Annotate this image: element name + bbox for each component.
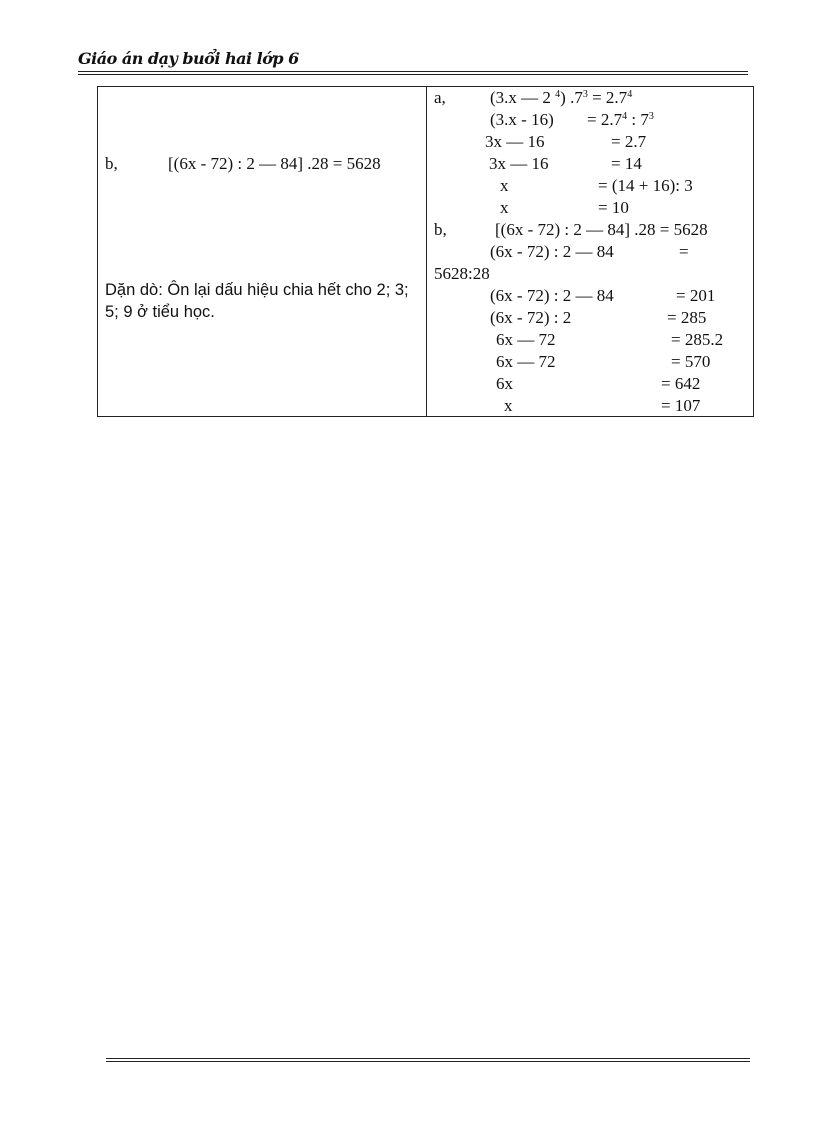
solution-text: (6x - 72) : 2 — 84 bbox=[490, 242, 614, 261]
solution-text: x bbox=[504, 396, 513, 415]
exponent: 4 bbox=[627, 89, 633, 100]
solution-line-left bbox=[490, 242, 614, 262]
solution-text: ) .7 bbox=[560, 88, 583, 107]
solution-line-right bbox=[598, 198, 629, 218]
solution-line-left bbox=[496, 352, 556, 372]
homework-note: Dặn dò: Ôn lại dấu hiệu chia hết cho 2; 3; 5; 9 ở tiểu học. bbox=[105, 281, 409, 321]
solution-line-right bbox=[671, 352, 710, 372]
solution-text: = 201 bbox=[676, 286, 716, 305]
solution-line-right bbox=[611, 154, 642, 174]
solution-text: 6x — 72 bbox=[496, 330, 556, 349]
solution-line-left bbox=[489, 154, 549, 174]
exponent: 3 bbox=[582, 89, 588, 100]
solution-line-right bbox=[495, 220, 708, 240]
solution-text: = 570 bbox=[671, 352, 711, 371]
solution-line-right bbox=[611, 132, 646, 152]
solution-line-left bbox=[490, 110, 554, 130]
exercise-equation: [(6x - 72) : 2 — 84] .28 = 5628 bbox=[168, 154, 381, 173]
exercise-label: b, bbox=[105, 154, 118, 173]
exponent: 3 bbox=[648, 111, 654, 122]
exponent: 4 bbox=[555, 89, 561, 100]
solution-line-right bbox=[661, 374, 700, 394]
solution-text: = 107 bbox=[661, 396, 701, 415]
solution-text: 6x — 72 bbox=[496, 352, 556, 371]
solution-text: = bbox=[679, 242, 689, 261]
solution-text: 3x — 16 bbox=[485, 132, 545, 151]
solution-text: 5628:28 bbox=[434, 264, 490, 283]
solution-line-right bbox=[676, 286, 715, 306]
solution-text: b, bbox=[434, 220, 447, 239]
solution-text: a, bbox=[434, 88, 446, 107]
solution-line-right bbox=[587, 110, 654, 130]
solution-text: (3.x - 16) bbox=[490, 110, 554, 129]
solution-line-right bbox=[667, 308, 706, 328]
solution-text: (6x - 72) : 2 — 84 bbox=[490, 286, 614, 305]
solution-line-right bbox=[598, 176, 693, 196]
solution-line-left bbox=[434, 88, 446, 108]
solution-text: = 285.2 bbox=[671, 330, 724, 349]
solution-text: : 7 bbox=[627, 110, 649, 129]
solution-text: = 14 bbox=[611, 154, 642, 173]
header-divider bbox=[78, 71, 748, 75]
solution-line-left bbox=[496, 374, 513, 394]
solution-line-right bbox=[490, 88, 632, 108]
footer-divider bbox=[106, 1058, 750, 1062]
solution-line-left bbox=[434, 220, 447, 240]
right-cell bbox=[427, 87, 753, 416]
solution-text: x bbox=[500, 198, 509, 217]
solution-line-right bbox=[679, 242, 689, 262]
solution-text: 3x — 16 bbox=[489, 154, 549, 173]
solution-line-left bbox=[485, 132, 545, 152]
lesson-table bbox=[97, 86, 754, 417]
solution-text: = (14 + 16): 3 bbox=[598, 176, 693, 195]
solution-line-left bbox=[490, 308, 571, 328]
solution-text: = 642 bbox=[661, 374, 701, 393]
solution-line-left bbox=[504, 396, 513, 416]
solution-line-right bbox=[671, 330, 723, 350]
solution-text: (6x - 72) : 2 bbox=[490, 308, 572, 327]
left-cell bbox=[98, 87, 427, 416]
solution-line-left bbox=[434, 264, 490, 284]
solution-line-right bbox=[661, 396, 700, 416]
solution-line-left bbox=[500, 198, 509, 218]
solution-text: = 2.7 bbox=[611, 132, 647, 151]
solution-text: = 10 bbox=[598, 198, 629, 217]
solution-line-left bbox=[500, 176, 509, 196]
solution-text: (3.x — 2 bbox=[490, 88, 556, 107]
solution-text: = 285 bbox=[667, 308, 707, 327]
solution-text: x bbox=[500, 176, 509, 195]
solution-line-left bbox=[496, 330, 556, 350]
exponent: 4 bbox=[622, 111, 628, 122]
solution-line-left bbox=[490, 286, 614, 306]
solution-text: [(6x - 72) : 2 — 84] .28 = 5628 bbox=[495, 220, 708, 239]
solution-text: = 2.7 bbox=[587, 110, 623, 129]
page-header-title: Giáo án dạy buổi hai lớp 6 bbox=[78, 49, 299, 68]
solution-text: 6x bbox=[496, 374, 513, 393]
solution-text: = 2.7 bbox=[587, 88, 628, 107]
